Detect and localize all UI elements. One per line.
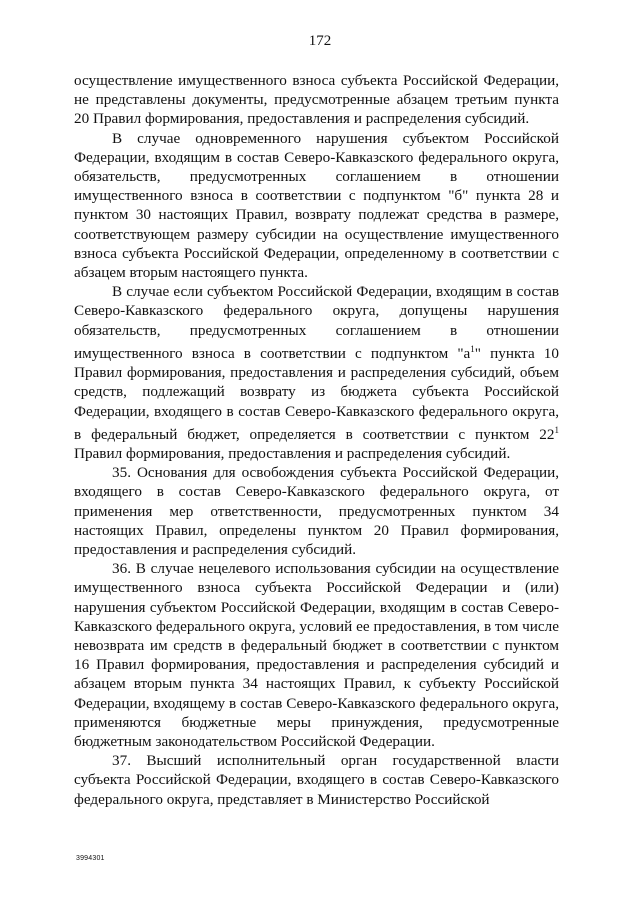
- superscript: 1: [470, 343, 475, 354]
- paragraph-simultaneous-violation: В случае одновременного нарушения субъектом Российской Федерации, входящим в состав Северо-Кавказского федерального округа, обязательств, предусмотренных соглашением в отношении имущественного взноса в соответствии с подпунктом "б" пункта 28 и пунктом 30 настоящих Правил, возврату подлежат средства в размере, соответствующем размеру субсидии на осуществление имущественного взноса субъекта Российской Федерации, определенному в соответствии с абзацем вторым настоящего пункта.: [74, 129, 559, 282]
- superscript: 1: [554, 424, 559, 435]
- page-number: 172: [308, 33, 332, 49]
- paragraph-text-part: Правил формирования, предоставления и распределения субсидий.: [74, 444, 511, 462]
- document-body: [74, 71, 559, 809]
- paragraph-violation-subparagraph-a1: [74, 282, 559, 463]
- paragraph-text-part: " пункта 10 Правил формирования, предоставления и распределения субсидий, объем средств, подлежащий возврату из бюджета субъекта Российской Федерации, входящего в состав Северо-Кавказского федерального округа, в федеральный бюджет, определяется в соответствии с пунктом 22: [74, 344, 559, 443]
- paragraph-item-37: 37. Высший исполнительный орган государственной власти субъекта Российской Федерации, входящего в состав Северо-Кавказского федерального округа, представляет в Министерство Российской: [74, 752, 559, 808]
- paragraph-continuation: осуществление имущественного взноса субъекта Российской Федерации, не представлены документы, предусмотренные абзацем третьим пункта 20 Правил формирования, предоставления и распределения субсидий.: [74, 72, 559, 128]
- paragraph-item-36: 36. В случае нецелевого использования субсидии на осуществление имущественного взноса субъекта Российской Федерации и (или) нарушения субъектом Российской Федерации, входящим в состав Северо-Кавказского федерального округа, условий ее предоставления, в том числе невозврата им средств в федеральный бюджет в соответствии с пунктом 16 Правил формирования, предоставления и распределения субсидий и абзацем вторым пункта 34 настоящих Правил, к субъекту Российской Федерации, входящему в состав Северо-Кавказского федерального округа, применяются бюджетные меры принуждения, предусмотренные бюджетным законодательством Российской Федерации.: [74, 560, 559, 751]
- document-code: 3994301: [76, 855, 105, 862]
- paragraph-text-part: В случае если субъектом Российской Федерации, входящим в состав Северо-Кавказского федерального округа, допущены нарушения обязательств, предусмотренных соглашением в отношении имущественного взноса в соответствии с подпунктом "а: [74, 283, 559, 362]
- paragraph-item-35: 35. Основания для освобождения субъекта Российской Федерации, входящего в состав Северо-Кавказского федерального округа, от применения мер ответственности, предусмотренных пунктом 34 настоящих Правил, определены пунктом 20 Правил формирования, предоставления и распределения субсидий.: [74, 464, 559, 558]
